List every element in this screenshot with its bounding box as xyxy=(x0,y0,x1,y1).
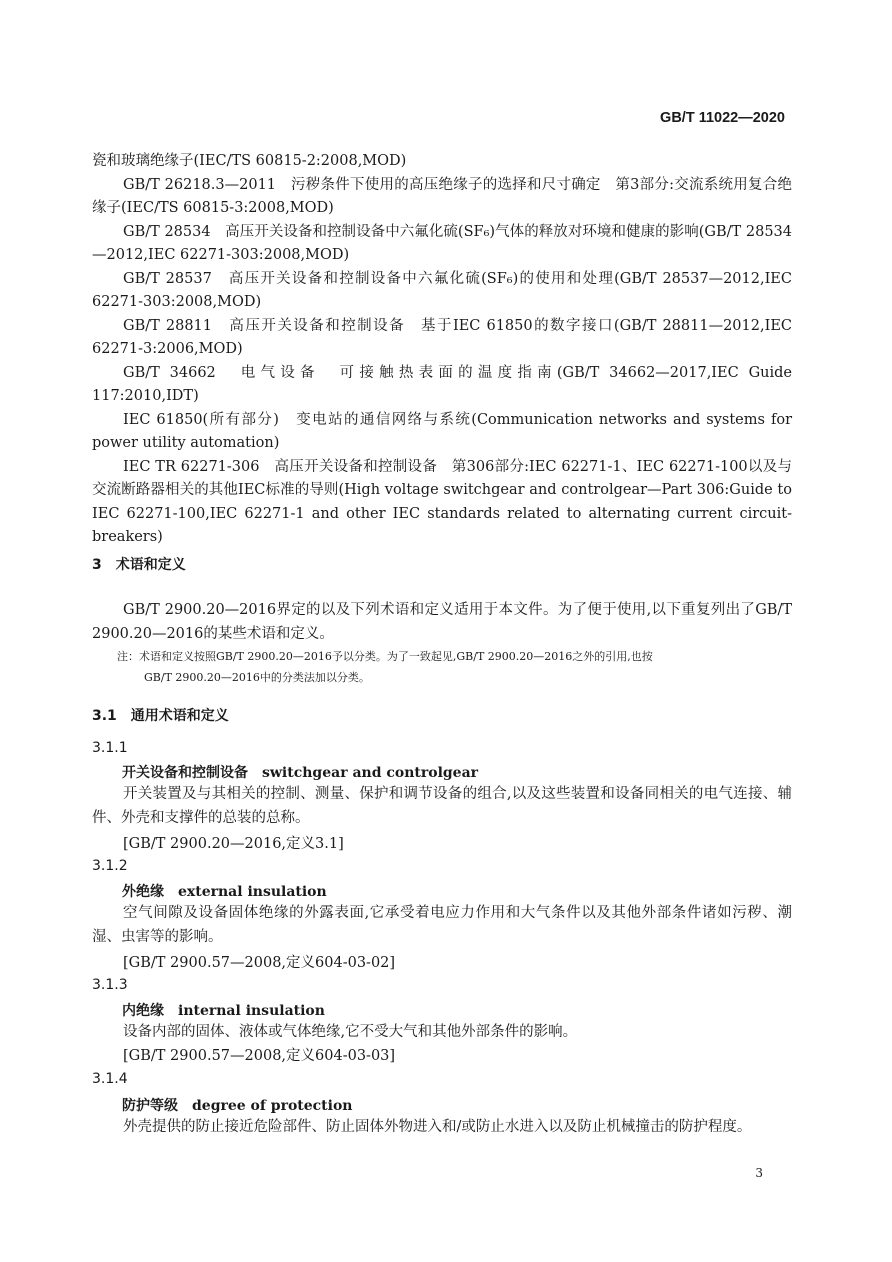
term-zh: 内绝缘 xyxy=(122,1003,164,1019)
term-zh: 防护等级 xyxy=(122,1098,178,1114)
term-number: 3.1.1 xyxy=(92,740,128,756)
term-title xyxy=(122,1000,325,1020)
term-definition: 设备内部的固体、液体或气体绝缘,它不受大气和其他外部条件的影响。 xyxy=(123,1024,578,1040)
reference-entry: IEC TR 62271-306 高压开关设备和控制设备 第306部分:IEC 62271-1、IEC 62271-100以及与交流断路器相关的其他IEC标准的导则(High voltage switchgear and controlgear—Part 306:Guide to IEC 62271-100,IEC 62271-1 and other IEC standards related to alternating current circuit-breakers) xyxy=(92,458,792,545)
note-line: GB/T 2900.20—2016中的分类法加以分类。 xyxy=(144,671,370,684)
reference-entry: GB/T 28537 高压开关设备和控制设备中六氟化硫(SF₆)的使用和处理(GB/T 28537—2012,IEC 62271-303:2008,MOD) xyxy=(92,270,792,310)
reference-entry: 瓷和玻璃绝缘子(IEC/TS 60815-2:2008,MOD) xyxy=(92,153,407,169)
term-definition: 外壳提供的防止接近危险部件、防止固体外物进入和/或防止水进入以及防止机械撞击的防护程度。 xyxy=(123,1119,752,1135)
section-heading: 3 术语和定义 xyxy=(92,557,186,573)
reference-entry: IEC 61850(所有部分) 变电站的通信网络与系统(Communication networks and systems for power utility automation) xyxy=(92,411,792,451)
term-en: switchgear and controlgear xyxy=(262,765,479,781)
term-title xyxy=(122,762,478,782)
normative-references-list xyxy=(92,150,792,550)
term-number: 3.1.3 xyxy=(92,977,128,993)
term-en: external insulation xyxy=(178,884,327,900)
term-title xyxy=(122,1095,353,1115)
page-number: 3 xyxy=(755,1166,763,1180)
term-en: internal insulation xyxy=(178,1003,325,1019)
reference-entry: GB/T 34662 电气设备 可接触热表面的温度指南(GB/T 34662—2017,IEC Guide 117:2010,IDT) xyxy=(92,364,792,404)
section-note xyxy=(117,646,793,688)
term-zh: 开关设备和控制设备 xyxy=(122,765,248,781)
term-number: 3.1.4 xyxy=(92,1071,128,1087)
term-en: degree of protection xyxy=(192,1098,353,1114)
note-line: 注：术语和定义按照GB/T 2900.20—2016予以分类。为了一致起见,GB/T 2900.20—2016之外的引用,也按 xyxy=(117,650,653,663)
subsection-heading: 3.1 通用术语和定义 xyxy=(92,708,229,724)
term-definition: 开关装置及与其相关的控制、测量、保护和调节设备的组合,以及这些装置和设备同相关的电气连接、辅件、外壳和支撑件的总装的总称。 xyxy=(92,786,792,826)
term-source: [GB/T 2900.57—2008,定义604-03-02] xyxy=(123,955,396,971)
term-definition: 空气间隙及设备固体绝缘的外露表面,它承受着电应力作用和大气条件以及其他外部条件诸如污秽、潮湿、虫害等的影响。 xyxy=(92,905,792,945)
term-number: 3.1.2 xyxy=(92,858,128,874)
section-intro: GB/T 2900.20—2016界定的以及下列术语和定义适用于本文件。为了便于使用,以下重复列出了GB/T 2900.20—2016的某些术语和定义。 xyxy=(92,602,792,642)
standard-code-header: GB/T 11022—2020 xyxy=(660,110,785,126)
reference-entry: GB/T 28534 高压开关设备和控制设备中六氟化硫(SF₆)气体的释放对环境和健康的影响(GB/T 28534—2012,IEC 62271-303:2008,MOD) xyxy=(92,223,792,263)
term-source: [GB/T 2900.20—2016,定义3.1] xyxy=(123,836,344,852)
reference-entry: GB/T 26218.3—2011 污秽条件下使用的高压绝缘子的选择和尺寸确定 第3部分:交流系统用复合绝缘子(IEC/TS 60815-3:2008,MOD) xyxy=(92,176,792,216)
reference-entry: GB/T 28811 高压开关设备和控制设备 基于IEC 61850的数字接口(GB/T 28811—2012,IEC 62271-3:2006,MOD) xyxy=(92,317,792,357)
term-source: [GB/T 2900.57—2008,定义604-03-03] xyxy=(123,1048,396,1064)
term-zh: 外绝缘 xyxy=(122,884,164,900)
term-title xyxy=(122,881,327,901)
